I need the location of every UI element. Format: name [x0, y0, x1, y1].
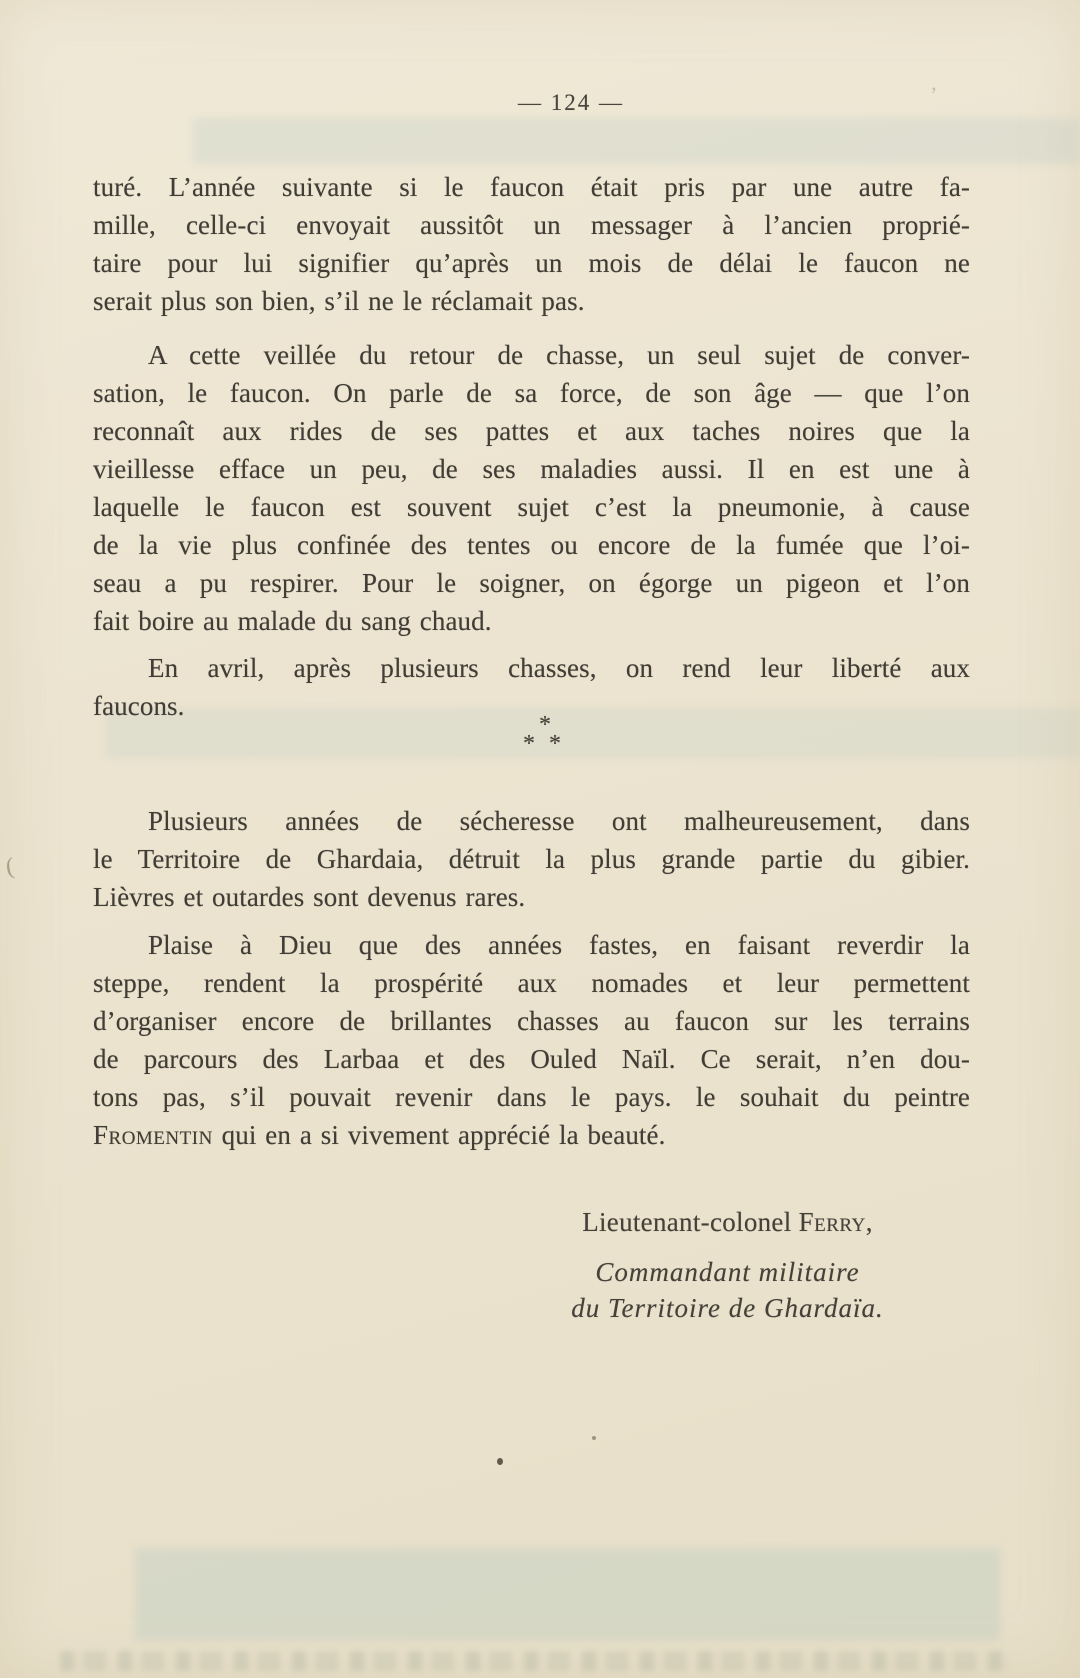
text-line: Lièvres et outardes sont devenus rares. [93, 882, 526, 912]
text-line: steppe, rendent la prospérité aux nomades et leur permettent [93, 968, 970, 998]
bleed-through-band-top [193, 118, 1080, 164]
text-line: En avril, après plusieurs chasses, on rend leur liberté aux [148, 653, 970, 683]
text-line: d’organiser encore de brillantes chasses au faucon sur les terrains [93, 1006, 970, 1036]
paragraph-3 [93, 649, 970, 725]
text-line: Plaise à Dieu que des années fastes, en faisant reverdir la [148, 930, 970, 960]
text-fragment: qui en a si vivement apprécié la beauté. [212, 1120, 666, 1150]
margin-pen-mark: ( [4, 853, 16, 881]
asterisk-top: * [539, 712, 551, 738]
text-line: de la vie plus confinée des tentes ou encore de la fumée que l’oi- [93, 530, 970, 560]
text-line: tons pas, s’il pouvait revenir dans le pays. le souhait du peintre [93, 1082, 970, 1112]
signature-rank-name [490, 1205, 965, 1239]
text-line: Plusieurs années de sécheresse ont malheureusement, dans [148, 806, 970, 836]
ghost-text-bleed-strip [60, 1651, 1010, 1671]
signature-name-ferry: Ferry [798, 1207, 866, 1237]
ink-speck [497, 1458, 503, 1465]
bleed-through-band-bottom [135, 1548, 1000, 1640]
ink-speck [592, 1436, 596, 1440]
text-line: sation, le faucon. On parle de sa force, de son âge — que l’on [93, 378, 970, 408]
text-line: taire pour lui signifier qu’après un mois de délai le faucon ne [93, 248, 970, 278]
page-number: — 124 — [518, 90, 624, 115]
text-line: le Territoire de Ghardaia, détruit la plus grande partie du gibier. [93, 844, 970, 874]
paragraph-2 [93, 336, 970, 640]
signature-comma: , [865, 1207, 873, 1237]
text-line: serait plus son bien, s’il ne le réclamait pas. [93, 286, 585, 316]
signature-block [490, 1205, 965, 1325]
text-line: faucons. [93, 691, 185, 721]
text-line: turé. L’année suivante si le faucon était pris par une autre fa- [93, 172, 970, 202]
text-line: de parcours des Larbaa et des Ouled Naïl. Ce serait, n’en dou- [93, 1044, 970, 1074]
paragraph-1 [93, 168, 970, 320]
text-line: vieillesse efface un peu, de ses maladies aussi. Il en est une à [93, 454, 970, 484]
text-line: A cette veillée du retour de chasse, un seul sujet de conver- [148, 340, 970, 370]
text-line: reconnaît aux rides de ses pattes et aux taches noires que la [93, 416, 970, 446]
author-name-fromentin: Fromentin [93, 1120, 213, 1150]
text-line: laquelle le faucon est souvent sujet c’est la pneumonie, à cause [93, 492, 970, 522]
paragraph-5 [93, 926, 970, 1154]
paragraph-4 [93, 802, 970, 916]
signature-title-line2: du Territoire de Ghardaïa. [571, 1293, 884, 1323]
text-line: seau a pu respirer. Pour le soigner, on égorge un pigeon et l’on [93, 568, 970, 598]
asterisk-bottom: * * [523, 731, 567, 757]
signature-rank: Lieutenant-colonel [582, 1207, 792, 1237]
faint-corner-mark: ’ [930, 82, 938, 107]
section-divider-asterisks [460, 712, 630, 757]
signature-title-line1: Commandant militaire [595, 1257, 860, 1287]
text-line [93, 1116, 970, 1154]
text-line: fait boire au malade du sang chaud. [93, 606, 492, 636]
text-line: mille, celle-ci envoyait aussitôt un messager à l’ancien proprié- [93, 210, 970, 240]
